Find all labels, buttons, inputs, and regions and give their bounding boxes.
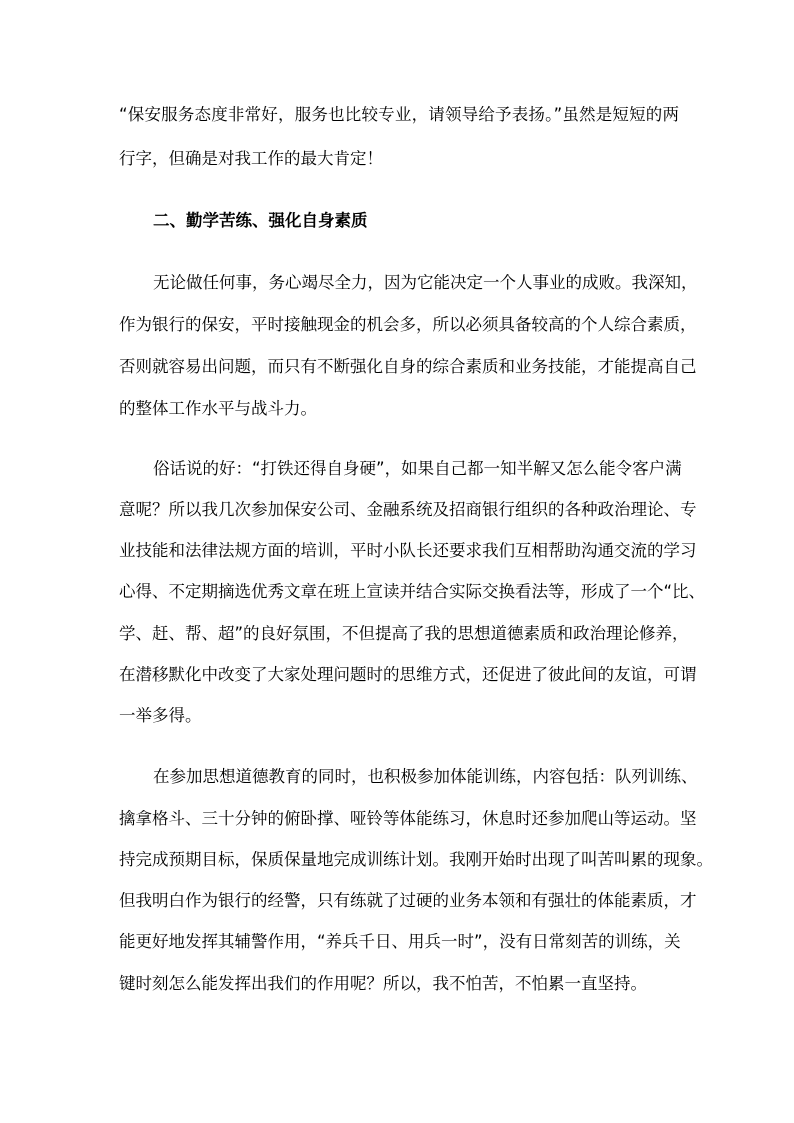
paragraph-3-line-1: 俗话说的好：“打铁还得自身硬”，如果自己都一知半解又怎么能令客户满	[153, 459, 682, 478]
paragraph-3-line-6: 在潜移默化中改变了大家处理问题时的思维方式，还促进了彼此间的友谊，可谓	[119, 665, 697, 684]
paragraph-4-line-4: 但我明白作为银行的经警，只有练就了过硬的业务本领和有强壮的体能素质，才	[119, 891, 697, 910]
paragraph-3-line-3: 业技能和法律法规方面的培训，平时小队长还要求我们互相帮助沟通交流的学习	[119, 541, 697, 560]
paragraph-1-line-1: “保安服务态度非常好，服务也比较专业，请领导给予表扬。”虽然是短短的两	[119, 105, 679, 124]
paragraph-3-line-4: 心得、不定期摘选优秀文章在班上宣读并结合实际交换看法等，形成了一个“比、	[119, 582, 706, 601]
paragraph-1-line-2: 行字，但确是对我工作的最大肯定！	[119, 149, 383, 168]
paragraph-2-line-1: 无论做任何事，务心竭尽全力，因为它能决定一个人事业的成败。我深知，	[153, 273, 698, 292]
paragraph-2-line-3: 否则就容易出问题，而只有不断强化自身的综合素质和业务技能，才能提高自己	[119, 357, 697, 376]
paragraph-2-line-2: 作为银行的保安，平时接触现金的机会多，所以必须具备较高的个人综合素质，	[119, 315, 697, 334]
paragraph-4-line-2: 擒拿格斗、三十分钟的俯卧撑、哑铃等体能练习，休息时还参加爬山等运动。坚	[119, 809, 697, 828]
paragraph-4-line-5: 能更好地发挥其辅警作用，“养兵千日、用兵一时”，没有日常刻苦的训练，关	[119, 932, 681, 951]
paragraph-3-line-7: 一举多得。	[119, 706, 202, 725]
paragraph-2-line-4: 的整体工作水平与战斗力。	[119, 399, 317, 418]
paragraph-3-line-2: 意呢？所以我几次参加保安公司、金融系统及招商银行组织的各种政治理论、专	[119, 500, 697, 519]
paragraph-4-line-1: 在参加思想道德教育的同时，也积极参加体能训练，内容包括：队列训练、	[153, 767, 698, 786]
paragraph-4-line-6: 键时刻怎么能发挥出我们的作用呢？所以，我不怕苦，不怕累一直坚持。	[119, 974, 647, 993]
section-heading: 二、勤学苦练、强化自身素质	[153, 211, 368, 230]
paragraph-4-line-3: 持完成预期目标，保质保量地完成训练计划。我刚开始时出现了叫苦叫累的现象。	[119, 850, 713, 869]
paragraph-3-line-5: 学、赶、帮、超”的良好氛围，不但提高了我的思想道德素质和政治理论修养，	[119, 624, 689, 643]
